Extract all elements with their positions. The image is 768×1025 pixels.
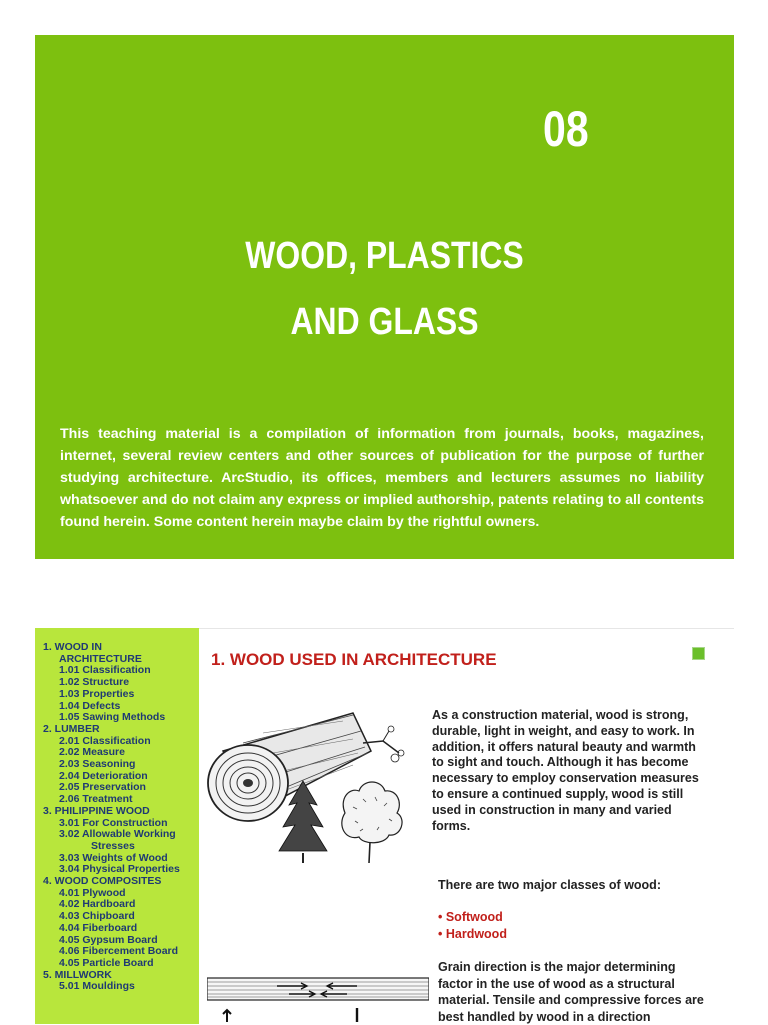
grain-paragraph: Grain direction is the major determining factor in the use of wood as a structural material. Tensile and compressive forces are best handled by wood in a direction [438,960,704,1024]
cover-slide [35,35,734,559]
toc-item[interactable]: 2.03 Seasoning [59,758,136,771]
toc-section-title: ARCHITECTURE [59,652,142,665]
toc-section-title: 2. LUMBER [43,722,100,735]
toc-item[interactable]: 3.02 Allowable Working [59,828,176,841]
class-list [438,909,507,943]
toc-item-continuation: Stresses [91,839,135,852]
divider [199,628,734,629]
disclaimer-text: This teaching material is a compilation of information from journals, books, magazines, internet, several review centers and other sources of publication for the purpose of further studying architecture. ArcStudio, its offices, members and lecturers assumes no liability whatsoever and do not claim any express or implied authorship, patents relating to all contents found herein. Some content herein maybe claim by the rightful owners. [60,426,704,530]
toc-item[interactable]: 1.01 Classification [59,664,151,677]
list-item: • Hardwood [438,927,507,941]
toc-item[interactable]: 1.05 Sawing Methods [59,711,166,724]
toc-item[interactable]: 4.03 Chipboard [59,910,135,923]
chapter-title-line1: WOOD, PLASTICS [245,235,524,277]
toc-item[interactable]: 4.06 Fibercement Board [59,945,179,958]
toc-item[interactable]: 3.04 Physical Properties [59,863,180,876]
main-content [199,628,734,1024]
toc-item[interactable]: 1.04 Defects [59,699,121,712]
toc-item[interactable]: 1.03 Properties [59,687,135,700]
toc-section-4 [43,876,199,970]
section-heading: 1. WOOD USED IN ARCHITECTURE [211,650,497,669]
toc-item[interactable]: 1.02 Structure [59,676,130,689]
toc-item[interactable]: 3.01 For Construction [59,816,168,829]
toc-item[interactable]: 2.01 Classification [59,734,151,747]
toc-item[interactable]: 3.03 Weights of Wood [59,851,168,864]
classes-intro: There are two major classes of wood: [438,878,661,892]
toc-section-1 [43,642,199,724]
toc-item[interactable]: 2.05 Preservation [59,781,146,794]
toc-section-title: 3. PHILIPPINE WOOD [43,804,150,817]
chapter-number: 08 [543,101,589,157]
toc-item[interactable]: 4.01 Plywood [59,886,126,899]
toc-section-title: 5. MILLWORK [43,968,112,981]
toc-section-2 [43,724,199,806]
chapter-title-line2: AND GLASS [290,301,479,343]
toc-item[interactable]: 2.06 Treatment [59,793,133,806]
intro-paragraph: As a construction material, wood is strong, durable, light in weight, and easy to work. In addition, it offers natural beauty and warmth to sight and touch. Although it has become necessary to employ conservation measures to ensure a continued supply, wood is still used in construction in many and varied forms. [432,708,699,833]
content-slide [35,628,734,1024]
grain-illustration [207,966,429,1024]
toc-item[interactable]: 4.02 Hardboard [59,898,136,911]
toc-section-title: 1. WOOD IN [43,641,102,653]
toc-section-5 [43,970,199,993]
toc-item[interactable]: 4.04 Fiberboard [59,921,138,934]
list-item: • Softwood [438,910,503,924]
chapter-title [91,223,678,355]
square-bullet-icon [692,647,705,660]
toc-item[interactable]: 5.01 Mouldings [59,980,135,993]
table-of-contents [35,628,199,1024]
toc-item[interactable]: 2.02 Measure [59,746,125,759]
toc-item[interactable]: 4.05 Particle Board [59,956,154,969]
toc-item[interactable]: 2.04 Deterioration [59,769,148,782]
toc-section-title: 4. WOOD COMPOSITES [43,875,162,888]
toc-section-3 [43,806,199,876]
log-illustration [203,703,427,863]
toc-item[interactable]: 4.05 Gypsum Board [59,933,158,946]
